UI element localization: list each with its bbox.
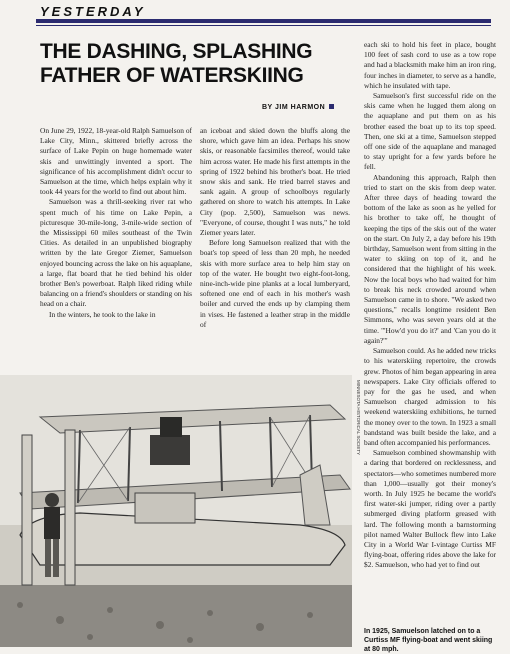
byline (262, 104, 334, 111)
byline-text: BY JIM HARMON (262, 104, 326, 111)
column-2-paragraph: an iceboat and skied down the bluffs along the shore, which gave him an idea. Perhaps his snow skis, or reasonable facsimiles thereof, would take him across water. He made his first attempts in the spring of 1922 behind his brother's boat. He tried snow skis and sank. He tried barrel staves and sank again. A group of schoolboys regularly gathered on shore to watch his attempts. In Lake City (pop. 2,500), Samuelson was news. "Everyone, of course, thought I was nuts," he told Ziemer years later. (200, 126, 350, 238)
article-column-1 (40, 126, 192, 374)
column-1-paragraph: On June 29, 1922, 18-year-old Ralph Samuelson of Lake City, Minn., skittered briefly across the surface of Lake Pepin on huge homemade water skis and unwittingly invented a sport. The significance of his accomplishment didn't occur to Samuelson at the time, which helps explain why it took 44 years for the world to find out about him. (40, 126, 192, 197)
column-3-paragraph: Samuelson's first successful ride on the skis came when he lugged them along on the aquaplane and put them on as his brother eased the boat up to its top speed. Then, one ski at a time, Samuelson stepped off one side of the aquaplane and managed to stay upright for a few yards before he fell. (364, 91, 496, 172)
section-label: YESTERDAY (40, 4, 146, 19)
article-title: THE DASHING, SPLASHING FATHER OF WATERSKIING (40, 40, 313, 87)
article-column-3 (364, 40, 496, 626)
article-column-2 (200, 126, 350, 374)
column-3-paragraph: Samuelson could. As he added new tricks to his waterskiing repertoire, the crowds grew. Photos of him began appearing in area newspapers. Lake City officials offered to pay for the gas he used, and when Samuelson charged admission to his weekend waterskiing exhibitions, he turned the money over to the town. In 1923 a small bandstand was built beside the lake, and a band often accompanied his performances. (364, 346, 496, 447)
flying-boat-photo (0, 375, 352, 647)
column-2-paragraph: Before long Samuelson realized that with the boat's top speed of less than 20 mph, he needed skis with more surface area to help him stay on top of the water. He bought two eight-foot-long, nine-inch-wide pine planks at a local lumberyard, softened one end of each in his mother's wash boiler and curved the ends up by clamping them in vises. He fastened a leather strap in the middle of (200, 238, 350, 329)
header-rule (36, 19, 491, 23)
column-1-paragraph: Samuelson was a thrill-seeking river rat who spent much of his time on Lake Pepin, a picturesque 30-mile-long, 3-mile-wide section of the Mississippi 60 miles southeast of the Twin Cities. As detailed in an unpublished biography written by the late Gregor Ziemer, Samuelson enjoyed bouncing across the lake on his aquaplane, a large, flat board that he tied behind his older brother Ben's powerboat. Ralph liked riding while balancing on a friend's shoulders or standing on his head on a chair. (40, 197, 192, 309)
column-3-paragraph: Samuelson combined showmanship with a daring that bordered on recklessness, and spectators—who sometimes numbered more than 1,000—usually got their money's worth. In July 1925 he became the world's first water-ski jumper, riding over a partly submerged diving platform greased with lard. The following month a barnstorming pilot named Walter Bullock flew into Lake City in a World War I-vintage Curtiss MF flying-boat, offering rides above the lake for $2. Samuelson, who had yet to find out (364, 448, 496, 570)
photo-credit: MINNESOTA HISTORICAL SOCIETY (356, 380, 361, 456)
column-1-paragraph: In the winters, he took to the lake in (49, 309, 156, 319)
column-3-paragraph: Abandoning this approach, Ralph then tried to start on the skis from deep water. After three days of heading toward the bottom of the lake as soon as he yelled for his brother to take off, he thought of keeping the tips of the skis out of the water on the start. On July 2, a day before his 19th birthday, Samuelson went from sitting in the water to skiing on top of it, and he considered that the highlight of his week. Now the local boys who had waited for him to break his neck crowded around when Samuelson came in to shore. "We asked two questions," recalls longtime resident Ben Simmons, who was seven years old at the time. "'How'd you do it?' and 'Can you do it again?'" (364, 172, 496, 345)
byline-marker (329, 104, 334, 109)
header-rule-thin (36, 25, 491, 26)
photo-caption: In 1925, Samuelson latched on to a Curtiss MF flying-boat and went skiing at 80 mph. (364, 628, 493, 653)
column-3-paragraph: each ski to hold his feet in place, bought 100 feet of sash cord to use as a tow rope and had a blacksmith make him an iron ring, four inches in diameter, to serve as a handle, which he insulated with tape. (364, 40, 496, 90)
